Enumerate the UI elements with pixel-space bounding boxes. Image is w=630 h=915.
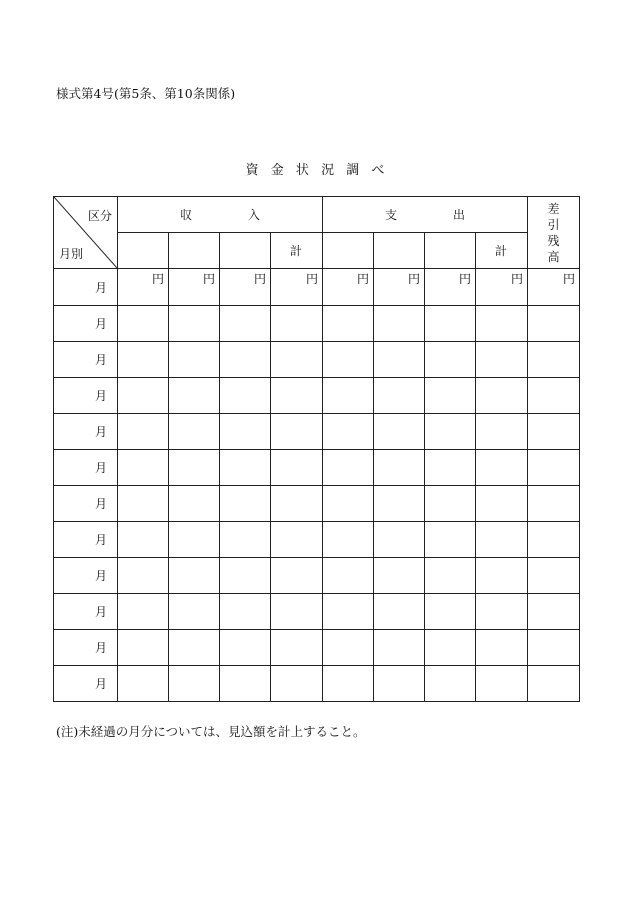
amount-cell: [169, 666, 220, 702]
amount-cell: [118, 522, 169, 558]
amount-cell: [374, 522, 425, 558]
amount-cell: [118, 342, 169, 378]
amount-cell: [271, 558, 323, 594]
month-row: [54, 558, 580, 594]
title-char: 資: [245, 163, 259, 178]
month-cell: 月: [54, 342, 118, 378]
amount-cell: [220, 450, 271, 486]
amount-cell: [374, 306, 425, 342]
amount-cell: [374, 486, 425, 522]
amount-cell: [118, 558, 169, 594]
amount-cell: [271, 342, 323, 378]
balance-header: 差 引 残 高: [528, 197, 580, 269]
amount-cell: [374, 558, 425, 594]
amount-cell: [425, 558, 476, 594]
amount-cell: [476, 666, 528, 702]
amount-cell: [528, 594, 580, 630]
amount-cell: [271, 594, 323, 630]
amount-cell: [271, 666, 323, 702]
amount-cell: [476, 342, 528, 378]
amount-cell: [476, 450, 528, 486]
amount-cell: [425, 630, 476, 666]
month-cell: 月: [54, 558, 118, 594]
expense-subcol: [323, 233, 374, 269]
amount-cell: 円: [118, 269, 169, 306]
month-cell: 月: [54, 414, 118, 450]
amount-cell: [374, 666, 425, 702]
amount-cell: [425, 414, 476, 450]
month-rows: [54, 269, 580, 702]
expense-total-header: 計: [476, 233, 528, 269]
income-total-header: 計: [271, 233, 323, 269]
form-number: 様式第4号(第5条、第10条関係): [56, 86, 236, 101]
month-cell: 月: [54, 522, 118, 558]
amount-cell: [118, 594, 169, 630]
amount-cell: [528, 630, 580, 666]
amount-cell: [323, 414, 374, 450]
amount-cell: [169, 522, 220, 558]
amount-cell: 円: [425, 269, 476, 306]
amount-cell: [323, 450, 374, 486]
amount-cell: 円: [476, 269, 528, 306]
amount-cell: [169, 414, 220, 450]
amount-cell: [118, 378, 169, 414]
title-char: 調: [346, 163, 360, 178]
amount-cell: [476, 414, 528, 450]
category-label: 区分: [87, 209, 112, 223]
amount-cell: [220, 306, 271, 342]
amount-cell: [476, 378, 528, 414]
amount-cell: [374, 378, 425, 414]
month-cell: 月: [54, 269, 118, 306]
amount-cell: [374, 630, 425, 666]
amount-cell: [169, 306, 220, 342]
month-row: [54, 342, 580, 378]
amount-cell: 円: [271, 269, 323, 306]
expense-header: 支 出: [323, 197, 528, 233]
amount-cell: [528, 414, 580, 450]
amount-cell: [169, 630, 220, 666]
month-row: [54, 522, 580, 558]
expense-subcol: [425, 233, 476, 269]
amount-cell: [220, 342, 271, 378]
amount-cell: [220, 666, 271, 702]
amount-cell: [118, 486, 169, 522]
month-row: [54, 486, 580, 522]
amount-cell: 円: [220, 269, 271, 306]
amount-cell: [169, 378, 220, 414]
amount-cell: [169, 342, 220, 378]
amount-cell: [323, 558, 374, 594]
amount-cell: [528, 342, 580, 378]
amount-cell: [528, 522, 580, 558]
amount-cell: 円: [528, 269, 580, 306]
amount-cell: 円: [374, 269, 425, 306]
amount-cell: [425, 378, 476, 414]
amount-cell: [476, 522, 528, 558]
amount-cell: [118, 414, 169, 450]
month-row: [54, 414, 580, 450]
amount-cell: [220, 558, 271, 594]
footnote: (注)未経過の月分については、見込額を計上すること。: [56, 724, 366, 739]
amount-cell: [528, 450, 580, 486]
title-char: 金: [270, 163, 284, 178]
amount-cell: [425, 594, 476, 630]
amount-cell: [323, 378, 374, 414]
month-cell: 月: [54, 486, 118, 522]
month-cell: 月: [54, 450, 118, 486]
amount-cell: [271, 630, 323, 666]
amount-cell: [374, 450, 425, 486]
amount-cell: [271, 378, 323, 414]
amount-cell: [323, 666, 374, 702]
month-row: [54, 450, 580, 486]
amount-cell: [271, 450, 323, 486]
month-row: [54, 269, 580, 306]
fund-status-table: [53, 196, 580, 702]
amount-cell: [169, 594, 220, 630]
amount-cell: [528, 486, 580, 522]
amount-cell: [323, 630, 374, 666]
amount-cell: [169, 558, 220, 594]
amount-cell: [425, 306, 476, 342]
amount-cell: [271, 486, 323, 522]
month-row: [54, 378, 580, 414]
amount-cell: [118, 666, 169, 702]
amount-cell: [271, 414, 323, 450]
amount-cell: [528, 558, 580, 594]
income-subcol: [118, 233, 169, 269]
amount-cell: [169, 450, 220, 486]
amount-cell: [528, 306, 580, 342]
amount-cell: [374, 342, 425, 378]
amount-cell: [425, 342, 476, 378]
income-subcol: [220, 233, 271, 269]
amount-cell: [476, 594, 528, 630]
amount-cell: [425, 486, 476, 522]
month-row: [54, 306, 580, 342]
amount-cell: [220, 414, 271, 450]
amount-cell: [476, 486, 528, 522]
amount-cell: [425, 666, 476, 702]
amount-cell: [374, 414, 425, 450]
expense-subcol: [374, 233, 425, 269]
amount-cell: [220, 630, 271, 666]
income-subcol: [169, 233, 220, 269]
month-axis-label: 月別: [59, 247, 84, 261]
amount-cell: [323, 522, 374, 558]
amount-cell: [220, 486, 271, 522]
amount-cell: [220, 594, 271, 630]
amount-cell: 円: [169, 269, 220, 306]
amount-cell: [271, 306, 323, 342]
income-header: 収 入: [118, 197, 323, 233]
month-cell: 月: [54, 378, 118, 414]
month-row: [54, 630, 580, 666]
amount-cell: [476, 558, 528, 594]
month-row: [54, 666, 580, 702]
amount-cell: [220, 522, 271, 558]
month-row: [54, 594, 580, 630]
month-cell: 月: [54, 594, 118, 630]
title-char: 状: [295, 163, 309, 178]
title-char: 況: [321, 163, 335, 178]
title-char: べ: [371, 163, 385, 178]
amount-cell: [323, 342, 374, 378]
amount-cell: [323, 486, 374, 522]
amount-cell: [118, 630, 169, 666]
amount-cell: [476, 630, 528, 666]
amount-cell: [323, 306, 374, 342]
document-title: [0, 159, 630, 178]
month-cell: 月: [54, 306, 118, 342]
amount-cell: [374, 594, 425, 630]
amount-cell: [220, 378, 271, 414]
amount-cell: [528, 666, 580, 702]
amount-cell: [169, 486, 220, 522]
amount-cell: [118, 306, 169, 342]
amount-cell: [323, 594, 374, 630]
amount-cell: [528, 378, 580, 414]
corner-header: [54, 197, 118, 269]
amount-cell: [271, 522, 323, 558]
month-cell: 月: [54, 666, 118, 702]
amount-cell: 円: [323, 269, 374, 306]
month-cell: 月: [54, 630, 118, 666]
amount-cell: [425, 522, 476, 558]
amount-cell: [476, 306, 528, 342]
amount-cell: [425, 450, 476, 486]
amount-cell: [118, 450, 169, 486]
